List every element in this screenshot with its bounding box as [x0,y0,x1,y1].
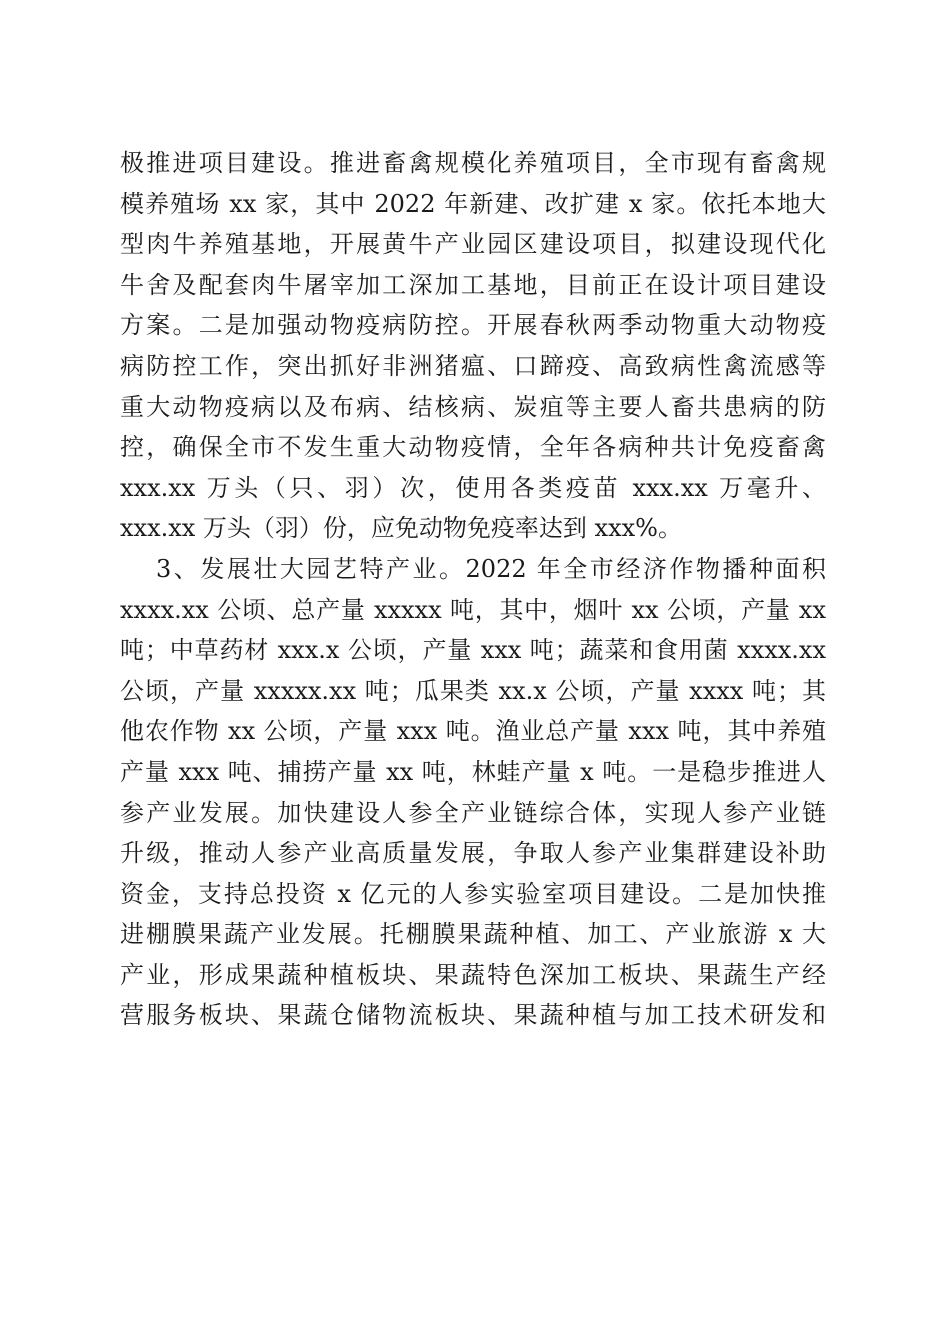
text-line: 重大动物疫病以及布病、结核病、炭疽等主要人畜共患病的防 [120,392,826,421]
text-line: 营服务板块、果蔬仓储物流板块、果蔬种植与加工技术研发和 [120,1001,826,1030]
text-line: 进棚膜果蔬产业发展。托棚膜果蔬种植、加工、产业旅游 x 大 [120,920,826,949]
text-line: 参产业发展。加快建设人参全产业链综合体，实现人参产业链 [120,798,826,827]
body-text [120,143,826,1036]
text-line: 吨；中草药材 xxx.x 公顷，产量 xxx 吨；蔬菜和食用菌 xxxx.xx [120,636,826,665]
text-line: 病防控工作，突出抓好非洲猪瘟、口蹄疫、高致病性禽流感等 [120,351,826,380]
section-heading-line: 3、发展壮大园艺特产业。2022 年全市经济作物播种面积 [156,554,826,583]
text-line: 资金，支持总投资 x 亿元的人参实验室项目建设。二是加快推 [120,879,826,908]
text-line: xxxx.xx 公顷、总产量 xxxxx 吨，其中，烟叶 xx 公顷，产量 xx [120,595,826,624]
text-line: 产业，形成果蔬种植板块、果蔬特色深加工板块、果蔬生产经 [120,960,826,989]
text-line: 模养殖场 xx 家，其中 2022 年新建、改扩建 x 家。依托本地大 [120,189,826,218]
text-line: 极推进项目建设。推进畜禽规模化养殖项目，全市现有畜禽规 [120,149,826,177]
text-line: 方案。二是加强动物疫病防控。开展春秋两季动物重大动物疫 [120,311,826,340]
text-line: 牛舍及配套肉牛屠宰加工深加工基地，目前正在设计项目建设 [120,270,826,299]
text-line: 控，确保全市不发生重大动物疫情，全年各病种共计免疫畜禽 [120,433,826,462]
text-line: 产量 xxx 吨、捕捞产量 xx 吨，林蛙产量 x 吨。一是稳步推进人 [120,757,826,786]
text-line: 型肉牛养殖基地，开展黄牛产业园区建设项目，拟建设现代化 [120,230,826,259]
text-line: xxx.xx 万头（只、羽）次，使用各类疫苗 xxx.xx 万毫升、 [120,473,826,502]
text-line: 升级，推动人参产业高质量发展，争取人参产业集群建设补助 [120,839,826,868]
text-line: xxx.xx 万头（羽）份，应免动物免疫率达到 xxx%。 [120,514,682,543]
text-line: 他农作物 xx 公顷，产量 xxx 吨。渔业总产量 xxx 吨，其中养殖 [120,717,826,746]
text-line: 公顷，产量 xxxxx.xx 吨；瓜果类 xx.x 公顷，产量 xxxx 吨；其 [120,676,826,705]
